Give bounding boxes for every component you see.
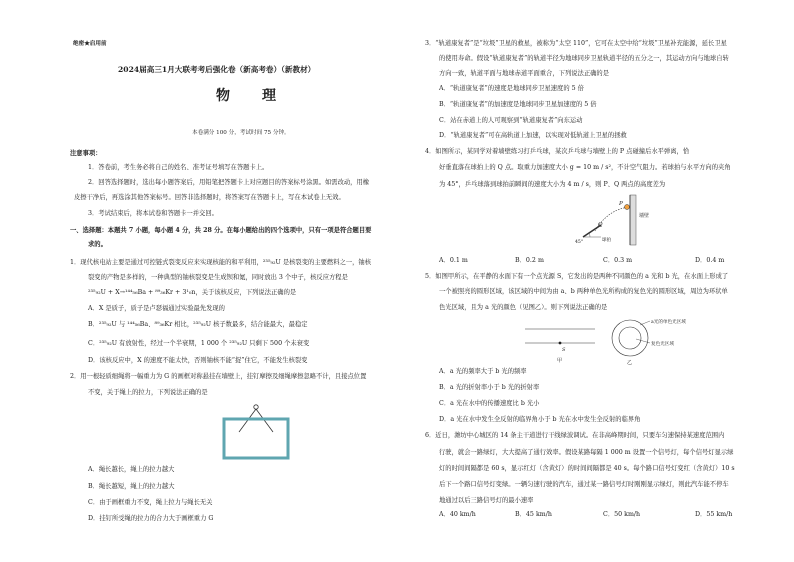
subject-title: 物 理 bbox=[216, 88, 285, 104]
q2-option-b: B．绳长越短，绳上的拉力越大 bbox=[88, 483, 175, 490]
light-source-figure bbox=[520, 313, 720, 365]
q5-option-a: A．a 光的频率大于 b 光的频率 bbox=[439, 368, 527, 375]
q3-stem: 的使用寿命。假设“轨道康复者”的轨道半径为地球同步卫星轨道半径的五分之一，其运动方向与地球自转 bbox=[439, 55, 729, 62]
q4-option-a: A．0.1 m bbox=[439, 257, 468, 264]
q6-option-b: B．45 km/h bbox=[515, 511, 552, 518]
q1-option-c: C．²³⁵₉₂U 有放射性，经过一个半衰期，1 000 个 ²³⁵₉₂U 只剩下 500 个未衰变 bbox=[88, 340, 310, 347]
q2-stem: 不变，关于绳上的拉力，下列说法正确的是 bbox=[88, 389, 208, 396]
q4-stem: 好垂直落在球拍上的 Q 点。取重力加速度大小 g = 10 m / s²，不计空气阻力。若球拍与水平方向的夹角 bbox=[439, 164, 731, 171]
label-yi: 乙 bbox=[627, 360, 633, 366]
label-wall: 墙壁 bbox=[639, 213, 650, 219]
q3-stem: 3．“轨道康复者”是“垃圾”卫星的救星，被称为“太空 110”，它可在太空中给“垃圾”卫星补充能源，延长卫星 bbox=[425, 40, 727, 47]
q4-option-c: C．0.3 m bbox=[603, 257, 633, 264]
secret-label: 绝密★启用前 bbox=[73, 41, 107, 47]
note-item: 3．考试结束后，将本试卷和答题卡一并交回。 bbox=[88, 210, 218, 217]
label-p: P bbox=[619, 201, 623, 207]
q1-option-d: D．该核反应中，X 的速度不能太快，否则铀核不能“捉”住它，不能发生核裂变 bbox=[88, 357, 308, 364]
q6-stem: 行驶，就会一路绿灯，大大提高了通行效率。假设某路每隔 1 000 m 设置一个信号灯，每个信号灯显示绿 bbox=[439, 449, 734, 456]
exam-info: 本卷满分 100 分，考试时间 75 分钟。 bbox=[192, 130, 290, 136]
label-single-color: a光的单色光区域 bbox=[651, 320, 686, 325]
q5-option-c: C．a 光在水中的传播速度比 b 光小 bbox=[439, 400, 540, 407]
q1-stem: 1．现代核电站主要是通过可控链式裂变反应来实现核能的和平利用，²³⁵₉₂U 是核裂变的主要燃料之一，铀核 bbox=[70, 259, 371, 266]
section-heading-cont: 求的。 bbox=[88, 241, 107, 248]
q1-stem: ²³⁵₉₂U + X→¹⁴⁴₅₆Ba + ⁸⁹₃₆Kr + 3¹₀n，关于该核反应，下列说法正确的是 bbox=[88, 289, 297, 296]
pingpong-figure bbox=[573, 193, 663, 248]
note-item: 1．答卷前，考生务必将自己的姓名、准考证号填写在答题卡上。 bbox=[88, 164, 269, 171]
q3-option-a: A．“轨道康复者”的速度是地球同步卫星速度的 5 倍 bbox=[439, 85, 584, 92]
q5-stem: 色光区域，且为 a 光的颜色（见图乙）。则下列说法正确的是 bbox=[439, 304, 608, 311]
q5-stem: 一个被照亮的圆形区域，该区域的中间为由 a、b 两种单色光所构成的复色光的圆形区域，周边为环状单 bbox=[439, 288, 728, 295]
label-bat: 球拍 bbox=[602, 238, 612, 243]
note-item: 皮擦干净后，再选涂其他答案标号。回答非选择题时，将答案写在答题卡上，写在本试卷上无效。 bbox=[74, 194, 345, 201]
exam-title: 2024届高三1月大联考考后强化卷（新高考卷）（新教材） bbox=[118, 65, 316, 74]
q1-option-a: A．X 是质子，质子是卢瑟福通过实验最先发现的 bbox=[88, 305, 225, 312]
q5-option-b: B．a 光的折射率小于 b 光的折射率 bbox=[439, 384, 540, 391]
q3-option-c: C．站在赤道上的人可观察到“轨道康复者”向东运动 bbox=[439, 117, 583, 124]
q6-stem: 6．近日，潍坊中心城区的 14 条主干道进行干线绿波调试。在非高峰期时间，只要车匀速保持某速度范围内 bbox=[425, 432, 725, 439]
picture-frame-figure bbox=[220, 398, 300, 464]
label-q: Q bbox=[598, 222, 603, 228]
q4-stem: 4．如图所示，某同学对着墙壁练习打乒乓球，某次乒乓球与墙壁上的 P 点碰撞后水平弹离，恰 bbox=[425, 148, 690, 155]
q6-stem: 后下一个路口信号灯变绿。一辆匀速行驶的汽车，通过某一路信号灯时刚刚显示绿灯，则此汽车能不停车 bbox=[439, 481, 729, 488]
notes-heading: 注意事项： bbox=[70, 150, 102, 157]
q1-option-b: B．²³⁵₉₂U 与 ¹⁴⁴₅₆Ba、⁸⁹₃₆Kr 相比，²³⁵₉₂U 核子数最多，结合能最大，最稳定 bbox=[88, 321, 308, 328]
label-s: S bbox=[562, 347, 566, 353]
q6-option-c: C．50 km/h bbox=[603, 511, 641, 518]
label-mixed-color: 复色光区域 bbox=[651, 342, 674, 347]
note-item: 2．回答选择题时，选出每小题答案后，用铅笔把答题卡上对应题目的答案标号涂黑。如需改动，用橡 bbox=[88, 179, 370, 186]
q5-option-d: D．a 光在水中发生全反射的临界角小于 b 光在水中发生全反射的临界角 bbox=[439, 416, 641, 423]
q6-stem: 灯的时间间隔都是 60 s，显示红灯（含黄灯）的时间间隔都是 40 s。每个路口信号灯变红（含黄灯）10 s bbox=[439, 465, 735, 472]
q3-option-d: D．“轨道康复者”可在高轨道上加速，以实现对低轨道上卫星的拯救 bbox=[439, 132, 627, 139]
q2-option-a: A．绳长越长，绳上的拉力越大 bbox=[88, 466, 175, 473]
q3-stem: 方向一致，轨道平面与地球赤道平面重合，下列说法正确的是 bbox=[439, 70, 610, 77]
q5-stem: 5．如图甲所示，在平静的水面下有一个点光源 S，它发出的是两种不同颜色的 a 光和 b 光，在水面上形成了 bbox=[425, 273, 729, 280]
q4-stem: 为 45°，乒乓球落到球拍前瞬间的速度大小为 4 m / s，则 P、Q 两点的高度差为 bbox=[439, 181, 666, 188]
label-angle: 45° bbox=[575, 240, 584, 245]
q4-option-b: B．0.2 m bbox=[515, 257, 544, 264]
q2-stem: 2．用一根轻质细绳将一幅重力为 G 的画框对称悬挂在墙壁上，挂钉摩擦及细绳摩擦忽略不计，且接点位置 bbox=[70, 373, 367, 380]
q6-stem: 地通过以后三路信号灯的最小速率 bbox=[439, 497, 534, 504]
q4-option-d: D．0.4 m bbox=[695, 257, 725, 264]
q3-option-b: B．“轨道康复者”的加速度是地球同步卫星加速度的 5 倍 bbox=[439, 101, 597, 108]
q2-option-d: D．挂钉所受绳的拉力的合力大于画框重力 G bbox=[88, 515, 214, 522]
q2-option-c: C．由于画框重力不变，绳上拉力与绳长无关 bbox=[88, 499, 213, 506]
q1-stem: 裂变的产物是多样的，一种典型的铀核裂变是生成钡和氪，同时放出 3 个中子，核反应方程是 bbox=[88, 274, 348, 281]
label-jia: 甲 bbox=[557, 358, 563, 364]
section-heading: 一、选择题：本题共 7 小题，每小题 4 分，共 28 分。在每小题给出的四个选项中，只有一项是符合题目要 bbox=[70, 227, 372, 234]
q6-option-d: D．55 km/h bbox=[695, 511, 733, 518]
q6-option-a: A．40 km/h bbox=[439, 511, 476, 518]
